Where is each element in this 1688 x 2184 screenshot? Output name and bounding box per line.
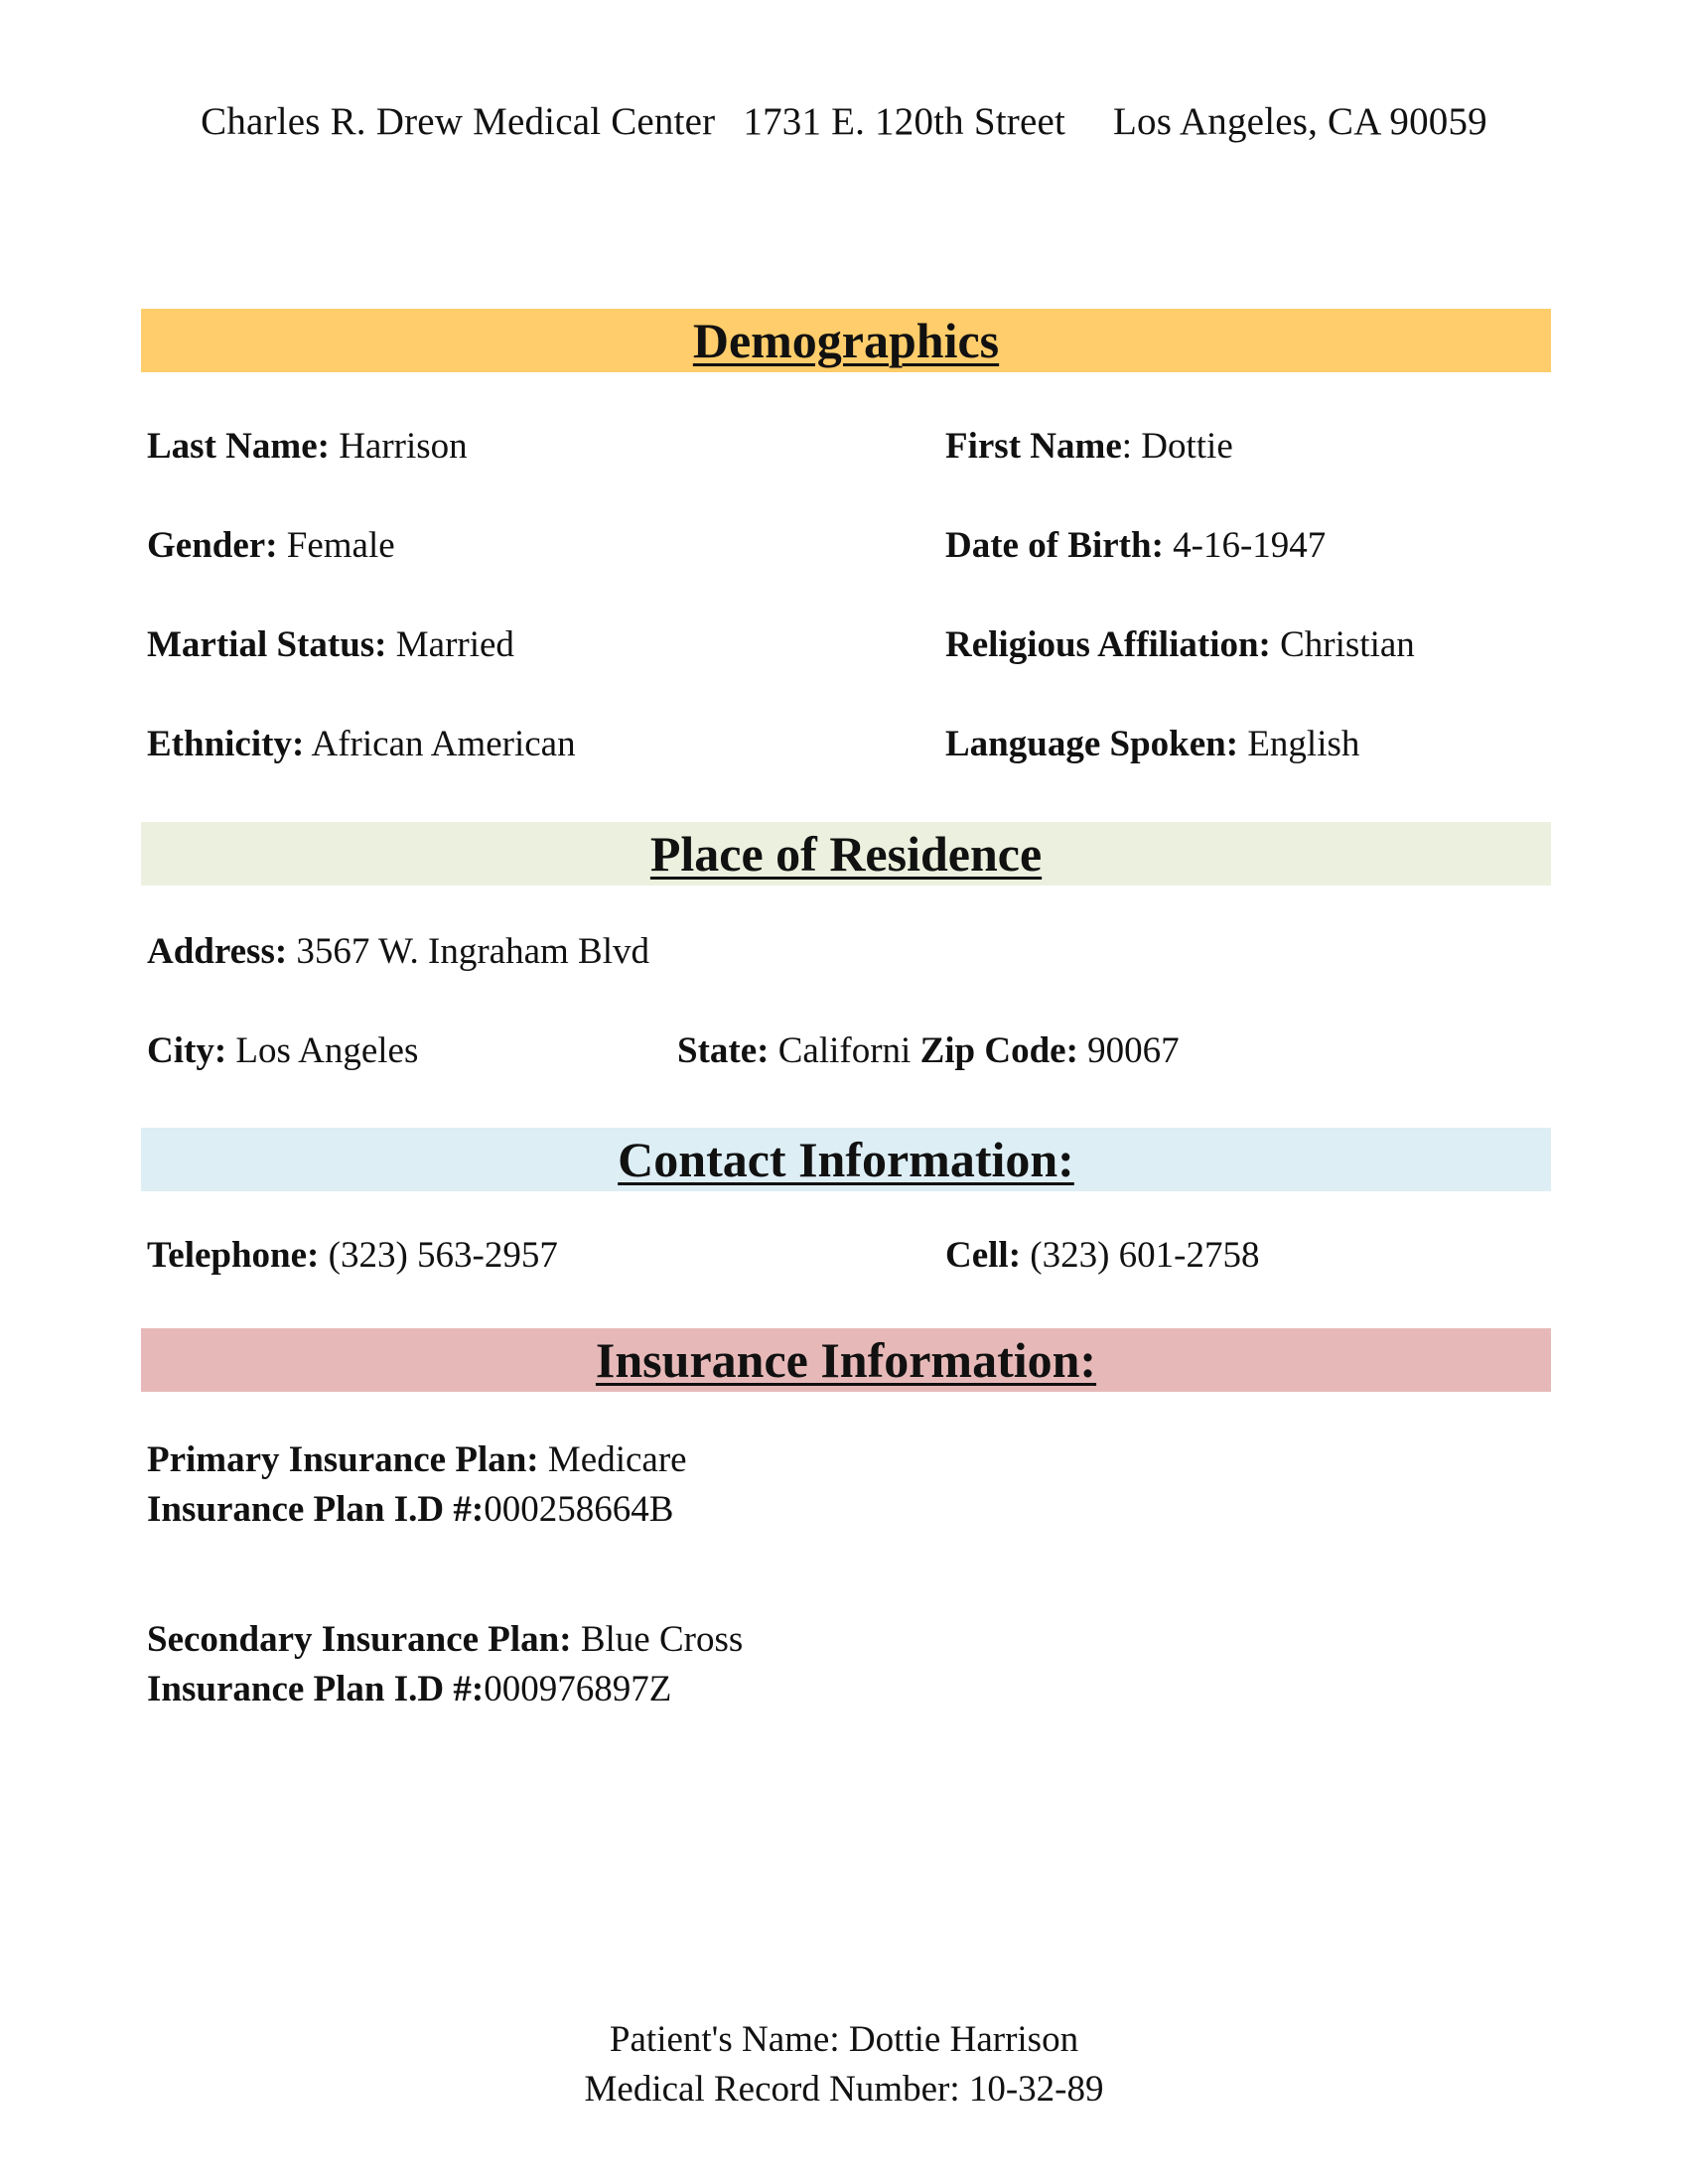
- dob-label: Date of Birth:: [945, 525, 1164, 566]
- address-label: Address:: [147, 931, 288, 972]
- dob-value: 4-16-1947: [1173, 525, 1327, 566]
- demographics-section-header: [141, 309, 1551, 372]
- secondary-insurance-field: [147, 1618, 743, 1661]
- address-value: 3567 W. Ingraham Blvd: [296, 931, 650, 972]
- primary-insurance-id-value: 000258664B: [484, 1489, 674, 1530]
- secondary-insurance-id-value: 000976897Z: [484, 1669, 672, 1709]
- ethnicity-value: African American: [311, 724, 576, 764]
- facility-header: [0, 99, 1688, 144]
- marital-status-value: Married: [395, 624, 514, 665]
- first-name-field: [945, 425, 1233, 468]
- facility-street: 1731 E. 120th Street: [743, 100, 1066, 143]
- ethnicity-label: Ethnicity:: [147, 724, 305, 764]
- primary-insurance-id-label: Insurance Plan I.D #:: [147, 1489, 485, 1530]
- last-name-field: [147, 425, 468, 468]
- cell-label: Cell:: [945, 1235, 1022, 1276]
- religion-field: [945, 623, 1415, 666]
- state-value: Californi: [777, 1030, 912, 1071]
- city-value: Los Angeles: [235, 1030, 419, 1071]
- patient-name-footer: Patient's Name: Dottie Harrison: [609, 2019, 1079, 2060]
- state-zip-field: [677, 1029, 1180, 1072]
- religion-value: Christian: [1280, 624, 1415, 665]
- demographics-title: Demographics: [692, 313, 1000, 368]
- residence-title: Place of Residence: [649, 826, 1043, 882]
- language-label: Language Spoken:: [945, 724, 1239, 764]
- insurance-section-header: [141, 1328, 1551, 1392]
- primary-insurance-id-field: [147, 1488, 673, 1531]
- primary-insurance-field: [147, 1438, 687, 1481]
- insurance-title: Insurance Information:: [595, 1332, 1097, 1388]
- secondary-insurance-id-label: Insurance Plan I.D #:: [147, 1669, 485, 1709]
- city-field: [147, 1029, 418, 1072]
- last-name-label: Last Name:: [147, 426, 330, 467]
- telephone-field: [147, 1234, 558, 1277]
- ethnicity-field: [147, 723, 576, 765]
- state-label: State:: [677, 1030, 770, 1071]
- last-name-value: Harrison: [339, 426, 468, 467]
- gender-field: [147, 524, 395, 567]
- city-label: City:: [147, 1030, 227, 1071]
- secondary-insurance-value: Blue Cross: [580, 1619, 744, 1660]
- language-value: English: [1247, 724, 1360, 764]
- zip-label: Zip Code:: [919, 1030, 1078, 1071]
- language-field: [945, 723, 1359, 765]
- facility-city: Los Angeles, CA 90059: [1113, 100, 1487, 143]
- telephone-label: Telephone:: [147, 1235, 320, 1276]
- gender-value: Female: [286, 525, 395, 566]
- marital-status-field: [147, 623, 514, 666]
- first-name-value: : Dottie: [1121, 426, 1233, 467]
- dob-field: [945, 524, 1326, 567]
- primary-insurance-label: Primary Insurance Plan:: [147, 1439, 539, 1480]
- secondary-insurance-id-field: [147, 1668, 671, 1710]
- cell-field: [945, 1234, 1260, 1277]
- medical-record-number-footer: Medical Record Number: 10-32-89: [584, 2069, 1104, 2110]
- contact-title: Contact Information:: [618, 1132, 1074, 1187]
- contact-section-header: [141, 1128, 1551, 1191]
- secondary-insurance-label: Secondary Insurance Plan:: [147, 1619, 572, 1660]
- gender-label: Gender:: [147, 525, 278, 566]
- residence-section-header: [141, 822, 1551, 886]
- religion-label: Religious Affiliation:: [945, 624, 1271, 665]
- telephone-value: (323) 563-2957: [328, 1235, 558, 1276]
- address-field: [147, 930, 649, 973]
- primary-insurance-value: Medicare: [547, 1439, 687, 1480]
- first-name-label: First Name: [945, 426, 1122, 467]
- facility-name: Charles R. Drew Medical Center: [201, 100, 716, 143]
- marital-status-label: Martial Status:: [147, 624, 387, 665]
- cell-value: (323) 601-2758: [1030, 1235, 1260, 1276]
- zip-value: 90067: [1087, 1030, 1180, 1071]
